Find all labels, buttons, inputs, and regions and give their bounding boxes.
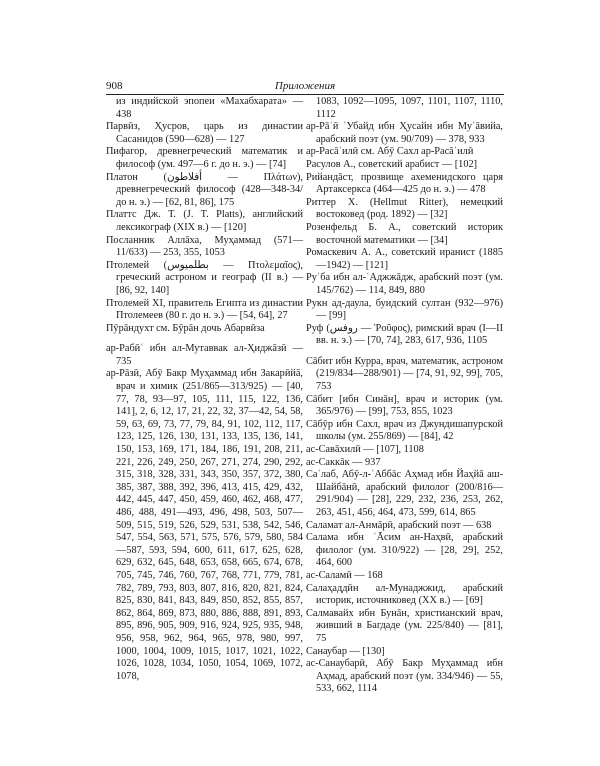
index-entry: Ромаскевич А. А., советский иранист (1885—1942) — [121] bbox=[306, 247, 503, 271]
index-entry: Платон (أفلاطون — Πλάτων), древнегреческий философ (428—348-34/ до н. э.) — [62, 81, 86], 175 bbox=[106, 171, 303, 208]
right-column bbox=[306, 96, 503, 696]
index-entry: Птолемей XI, правитель Египта из династии Птолемеев (80 г. до н. э.) — [54, 64], 27 bbox=[106, 297, 303, 322]
index-entry: ас-Санаубарӣ, Абӯ Бакр Муҳаммад ибн Аҳмад, арабский поэт (ум. 334/946) — 55, 533, 662, 1114 bbox=[306, 658, 503, 695]
index-entry: Сāбӯр ибн Сахл, врач из Джундишапурской школы (ум. 255/869) — [84], 42 bbox=[306, 418, 503, 443]
index-entry: ар-Расāʾилӣ см. Абӯ Сахл ар-Расāʾилӣ bbox=[306, 146, 474, 158]
index-entry: Посланник Аллāха, Муҳаммад (571—11/633) — 253, 355, 1053 bbox=[106, 234, 303, 259]
index-entry: Салаҳаддӣн ал-Мунаджжид, арабский историк, источниковед (XX в.) — [69] bbox=[306, 582, 503, 607]
index-entry: ас-Саккāк — 937 bbox=[306, 456, 381, 468]
index-entry: ар-Рāзӣ, Абӯ Бакр Муҳаммад ибн Закарӣйā, врач и химик (251/865—313/925) — [40, 77, 78, 93—97, 105, 111, 115, 122, 136, 141], 2, 6, 12, 17, 21, 22, 32, 37—42, 54, 58, 59, 63, 69, 73, 77, 79, 84, 91, 102, 112, 117, 123, 125, 126, 130, 131, 133, 135, 136, 141, 150, 153, 169, 171, 184, 186, 191, 208, 211, 221, 226, 249, 250, 267, 271, 274, 290, 292, 315, 318, 328, 331, 343, 350, 357, 372, 380, 385, 387, 388, 392, 396, 413, 415, 429, 432, 442, 445, 447, 450, 459, 460, 462, 468, 477, 486, 488, 491—493, 496, 498, 503, 507—509, 515, 519, 526, 529, 531, 538, 542, 546, 547, 554, 563, 571, 575, 576, 579, 580, 584—587, 593, 594, 600, 611, 617, 625, 628, 629, 632, 645, 648, 653, 658, 665, 674, 678, 705, 745, 746, 760, 767, 768, 771, 779, 781, 782, 789, 793, 803, 807, 816, 820, 821, 824, 825, 830, 841, 843, 849, 850, 852, 855, 857, 862, 864, 869, 873, 880, 886, 888, 891, 893, 895, 896, 905, 909, 916, 924, 925, 935, 948, 956, 958, 962, 964, 965, 978, 980, 997, 1000, 1004, 1009, 1015, 1017, 1021, 1022, 1026, 1028, 1034, 1050, 1054, 1069, 1072, 1078, bbox=[106, 368, 303, 682]
index-entry: Парвӣз, Ҳусров, царь из династии Сасанидов (590—628) — 127 bbox=[106, 121, 303, 145]
index-entry: Риттер Х. (Hellmut Ritter), немецкий востоковед (род. 1892) — [32] bbox=[306, 196, 503, 221]
index-entry: Сāбит [ибн Синāн], врач и историк (ум. 365/976) — [99], 753, 855, 1023 bbox=[306, 393, 503, 418]
running-title: Приложения bbox=[274, 80, 336, 92]
section-gap bbox=[106, 335, 303, 343]
index-entry: Сāбит ибн Курра, врач, математик, астроном (219/834—288/901) — [74, 91, 92, 99], 705, 753 bbox=[306, 355, 503, 393]
index-entry: Платтс Дж. Т. (J. T. Platts), английский лексикограф (XIX в.) — [120] bbox=[106, 209, 303, 233]
index-entry: Пифагор, древнегреческий математик и философ (ум. 497—6 г. до н. э.) — [74] bbox=[106, 146, 303, 170]
index-entry: Салмавайх ибн Бунāн, христианский врач, живший в Багдаде (ум. 225/840) — [81], 75 bbox=[306, 607, 503, 644]
index-entry: Птолемей (بطلميوس — Πτολεμαῖος), греческий астроном и географ (II в.) — [86, 92, 140] bbox=[106, 259, 303, 296]
index-entry: из индийской эпопеи «Махабхарата» — 438 bbox=[116, 96, 303, 120]
index-entry: ар-Рабӣʿ ибн ал-Мутаввак ал-Ҳиджāзӣ — 735 bbox=[106, 343, 303, 367]
index-entry: Санаубар — [130] bbox=[306, 645, 385, 657]
index-entry: Саʿлаб, Абӯ-л-ʿАббāс Аҳмад ибн Йаҳйā аш-Шайбāнӣ, арабский филолог (200/816—291/904) — [28], 229, 232, 236, 253, 262, 263, 451, 456, 464, 473, 599, 614, 865 bbox=[306, 469, 503, 518]
index-entry: Рийандāст, прозвище ахеменидского царя Артаксеркса (464—425 до н. э.) — 478 bbox=[306, 171, 503, 196]
index-entry: Саламат ал-Анмāрӣ, арабский поэт — 638 bbox=[306, 519, 492, 531]
index-entry: Расулов А., советский арабист — [102] bbox=[306, 158, 478, 170]
index-entry: ас-Савāхилӣ — [107], 1108 bbox=[306, 444, 424, 456]
index-entry: 1083, 1092—1095, 1097, 1101, 1107, 1110, 1112 bbox=[316, 96, 503, 120]
index-entry: Рукн ад-даула, буидский султан (932—976) — [99] bbox=[306, 297, 503, 322]
section-gap bbox=[306, 348, 503, 356]
page-header bbox=[106, 80, 504, 95]
index-entry: ар-Рāʾӣ ʿУбайд ибн Ҳусайн ибн Муʿāвийа, арабский поэт (ум. 90/709) — 378, 933 bbox=[306, 121, 503, 145]
index-entry: Руф (روفس — Ῥοῦφος), римский врач (I—II вв. н. э.) — [70, 74], 283, 617, 936, 1105 bbox=[306, 322, 504, 347]
index-entry: ас-Саламӣ — 168 bbox=[306, 569, 383, 581]
index-entry: Салама ибн ʿĀсим ан-Наҳвӣ, арабский филолог (ум. 310/922) — [28, 29], 252, 464, 600 bbox=[306, 532, 503, 569]
index-entry: Руʾба ибн ал-ʿАджжāдж, арабский поэт (ум. 145/762) — 114, 849, 880 bbox=[306, 272, 503, 296]
left-column bbox=[106, 96, 303, 683]
index-entry: Розенфельд Б. А., советский историк восточной математики — [34] bbox=[306, 221, 503, 246]
page-number: 908 bbox=[106, 80, 123, 92]
index-entry: Пӯрāндухт см. Бӯрāн дочь Абарвӣза bbox=[106, 322, 265, 334]
